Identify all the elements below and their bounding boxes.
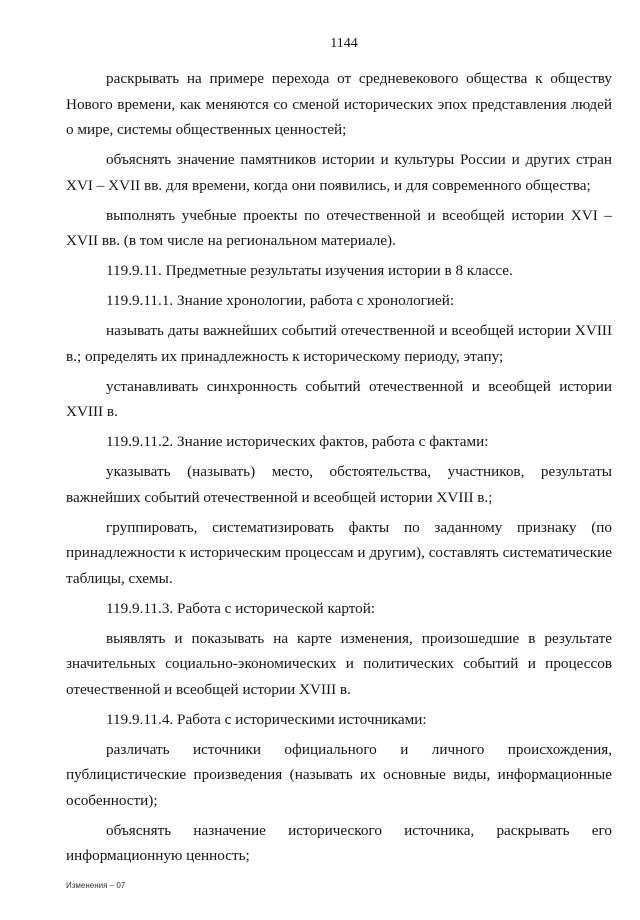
paragraph: называть даты важнейших событий отечественной и всеобщей истории XVIII в.; определять их принадлежность к историческому периоду, этапу; bbox=[66, 322, 612, 365]
paragraph: объяснять значение памятников истории и культуры России и других стран XVI – XVII вв. для времени, когда они появились, и для современного общества; bbox=[66, 151, 612, 194]
subsection-heading: 119.9.11.3. Работа с исторической картой: bbox=[106, 599, 376, 617]
subsection-heading: 119.9.11.1. Знание хронологии, работа с хронологией: bbox=[106, 292, 455, 309]
footer-revision-note: Изменения – 07 bbox=[66, 881, 126, 890]
document-body bbox=[66, 66, 612, 873]
paragraph: раскрывать на примере перехода от средневекового общества к обществу Нового времени, как меняются со сменой исторических эпох представления людей о мире, системы общественных ценностей; bbox=[66, 70, 612, 138]
paragraph: различать источники официального и личного происхождения, публицистические произведения (называть их основные виды, информационные особенности); bbox=[66, 740, 612, 809]
subsection-heading: 119.9.11.2. Знание исторических фактов, работа с фактами: bbox=[106, 433, 489, 450]
paragraph: устанавливать синхронность событий отечественной и всеобщей истории XVIII в. bbox=[66, 377, 612, 420]
paragraph: группировать, систематизировать факты по заданному признаку (по принадлежности к историческим процессам и другим), составлять систематические таблицы, схемы. bbox=[66, 518, 612, 587]
paragraph: выявлять и показывать на карте изменения, произошедшие в результате значительных социально-экономических и политических событий и процессов отечественной и всеобщей истории XVIII в. bbox=[66, 629, 612, 698]
paragraph: выполнять учебные проекты по отечественной и всеобщей истории XVI – XVII вв. (в том числе на региональном материале). bbox=[66, 206, 612, 249]
section-heading: 119.9.11. Предметные результаты изучения истории в 8 классе. bbox=[106, 262, 513, 279]
paragraph: объяснять назначение исторического источника, раскрывать его информационную ценность; bbox=[66, 821, 612, 864]
paragraph: указывать (называть) место, обстоятельства, участников, результаты важнейших событий отечественной и всеобщей истории XVIII в.; bbox=[66, 463, 612, 506]
page-number: 1144 bbox=[330, 36, 358, 51]
subsection-heading: 119.9.11.4. Работа с историческими источниками: bbox=[106, 710, 427, 728]
